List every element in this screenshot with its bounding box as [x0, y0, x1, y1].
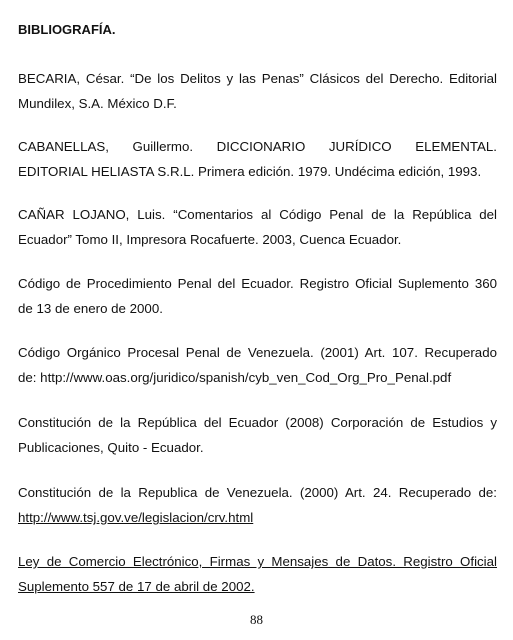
bibliography-heading: BIBLIOGRAFÍA. [18, 22, 116, 37]
entry-line: de: http://www.oas.org/juridico/spanish/cyb_ven_Cod_Org_Pro_Penal.pdf [18, 370, 452, 385]
bibliography-entry [18, 410, 497, 460]
entry-line: Código Orgánico Procesal Penal de Venezuela. (2001) Art. 107. Recuperado [18, 345, 497, 360]
bibliography-entry [18, 134, 497, 184]
bibliography-entry [18, 271, 497, 321]
entry-line: Suplemento 557 de 17 de abril de 2002. [18, 579, 255, 594]
entry-line: Constitución de la República del Ecuador (2008) Corporación de Estudios y [18, 415, 497, 430]
entry-line: Ecuador” Tomo II, Impresora Rocafuerte. 2003, Cuenca Ecuador. [18, 232, 402, 247]
entry-line: de 13 de enero de 2000. [18, 301, 163, 316]
entry-line: Constitución de la Republica de Venezuela. (2000) Art. 24. Recuperado de: [18, 485, 497, 500]
entry-line: BECARIA, César. “De los Delitos y las Penas” Clásicos del Derecho. Editorial [18, 71, 497, 86]
bibliography-entry [18, 549, 497, 599]
entry-line: Publicaciones, Quito - Ecuador. [18, 440, 204, 455]
bibliography-entry [18, 202, 497, 252]
entry-line: Ley de Comercio Electrónico, Firmas y Mensajes de Datos. Registro Oficial [18, 554, 497, 569]
entry-line: Código de Procedimiento Penal del Ecuador. Registro Oficial Suplemento 360 [18, 276, 497, 291]
document-page [18, 22, 497, 632]
bibliography-entry [18, 340, 497, 390]
bibliography-entry [18, 480, 497, 530]
entry-line: Mundilex, S.A. México D.F. [18, 96, 177, 111]
entry-link[interactable]: http://www.tsj.gov.ve/legislacion/crv.html [18, 510, 254, 525]
page-number: 88 [250, 612, 263, 627]
entry-line: CAÑAR LOJANO, Luis. “Comentarios al Código Penal de la República del [18, 207, 497, 222]
bibliography-entry [18, 66, 497, 116]
entry-line: EDITORIAL HELIASTA S.R.L. Primera edición. 1979. Undécima edición, 1993. [18, 164, 482, 179]
entry-line: CABANELLAS, Guillermo. DICCIONARIO JURÍDICO ELEMENTAL. [18, 139, 497, 154]
